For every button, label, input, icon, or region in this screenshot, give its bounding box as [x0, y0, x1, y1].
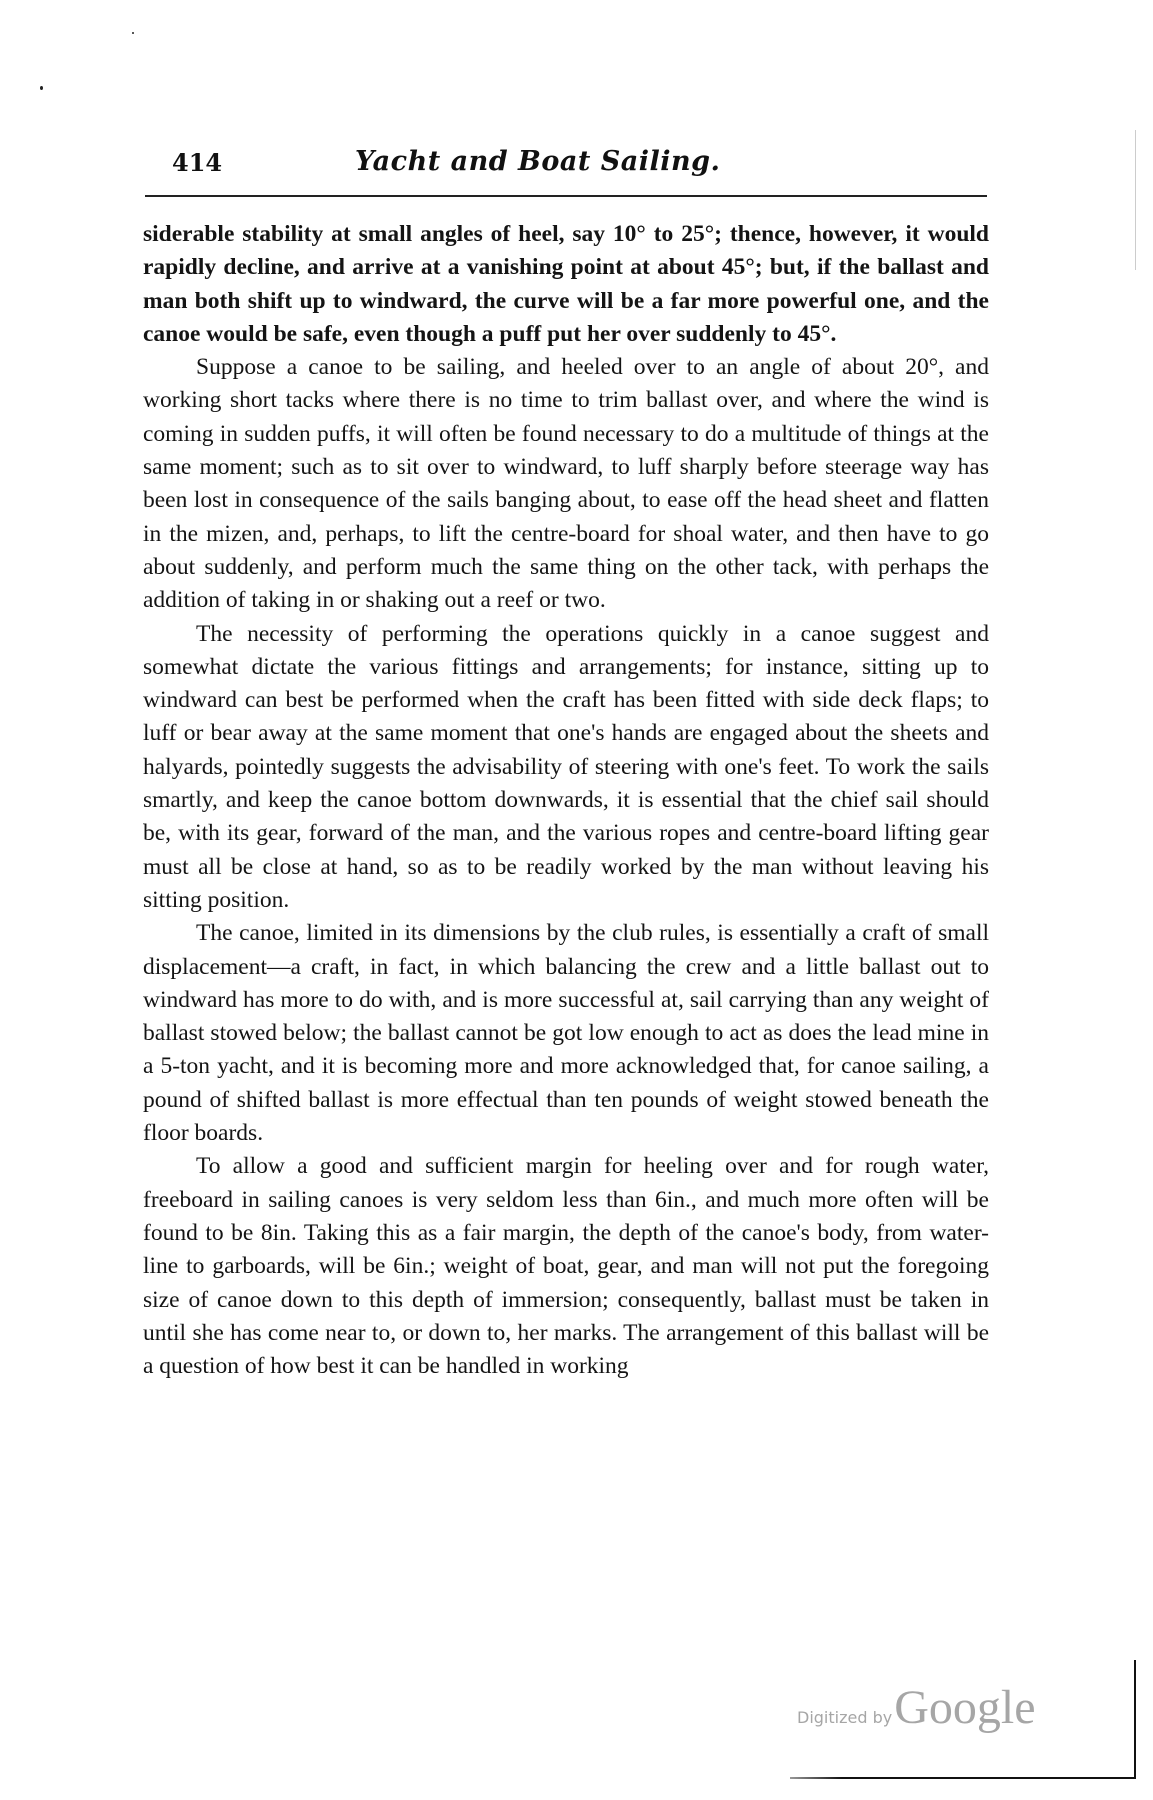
running-title: Yacht and Boat Sailing.: [355, 146, 721, 177]
page-number: 414: [172, 148, 223, 177]
running-head: [145, 148, 990, 188]
scan-edge-bottom: [790, 1777, 1136, 1779]
scan-speck: [132, 32, 134, 34]
watermark-prefix: Digitized by: [797, 1708, 893, 1727]
paragraph-1: siderable stability at small angles of heel, say 10° to 25°; thence, however, it would rapidly decline, and arrive at a vanishing point at about 45°; but, if the ballast and man both shift up to windward, the curve will be a far more powerful one, and the canoe would be safe, even though a puff put her over suddenly to 45°.: [143, 221, 989, 347]
google-logo: Google: [894, 1681, 1036, 1734]
digitized-watermark: [797, 1680, 1036, 1735]
paragraph-5: To allow a good and sufficient margin for heeling over and for rough water, freeboard in sailing canoes is very seldom less than 6in., and much more often will be found to be 8in. Taking this as a fair margin, the depth of the canoe's body, from water-line to garboards, will be 6in.; weight of boat, gear, and man will not put the foregoing size of canoe down to this depth of immersion; consequently, ballast must be taken in until she has come near to, or down to, her marks. The arrangement of this ballast will be a question of how best it can be handled in working: [143, 1153, 989, 1380]
body-text: [143, 218, 989, 1383]
header-rule: [145, 195, 987, 197]
scan-edge-faint: [1135, 130, 1136, 270]
paragraph-2: Suppose a canoe to be sailing, and heeled over to an angle of about 20°, and working short tacks where there is no time to trim ballast over, and where the wind is coming in sudden puffs, it will often be found necessary to do a multitude of things at the same moment; such as to sit over to windward, to luff sharply before steerage way has been lost in consequence of the sails banging about, to ease off the head sheet and flatten in the mizen, and, perhaps, to lift the centre-board for shoal water, and then have to go about suddenly, and perform much the same thing on the other tack, with perhaps the addition of taking in or shaking out a reef or two.: [143, 354, 989, 614]
paragraph-4: The canoe, limited in its dimensions by the club rules, is essentially a craft of small displacement—a craft, in fact, in which balancing the crew and a little ballast out to windward has more to do with, and is more successful at, sail carrying than any weight of ballast stowed below; the ballast cannot be got low enough to act as does the lead mine in a 5-ton yacht, and it is becoming more and more acknowledged that, for canoe sailing, a pound of shifted ballast is more effectual than ten pounds of weight stowed beneath the floor boards.: [143, 920, 989, 1147]
scan-speck: [40, 86, 43, 90]
scan-edge-right: [1134, 1660, 1136, 1778]
paragraph-3: The necessity of performing the operations quickly in a canoe suggest and somewhat dictate the various fittings and arrangements; for instance, sitting up to windward can best be performed when the craft has been fitted with side deck flaps; to luff or bear away at the same moment that one's hands are engaged about the sheets and halyards, pointedly suggests the advisability of steering with one's feet. To work the sails smartly, and keep the canoe bottom downwards, it is essential that the chief sail should be, with its gear, forward of the man, and the various ropes and centre-board lifting gear must all be close at hand, so as to be readily worked by the man without leaving his sitting position.: [143, 620, 989, 913]
